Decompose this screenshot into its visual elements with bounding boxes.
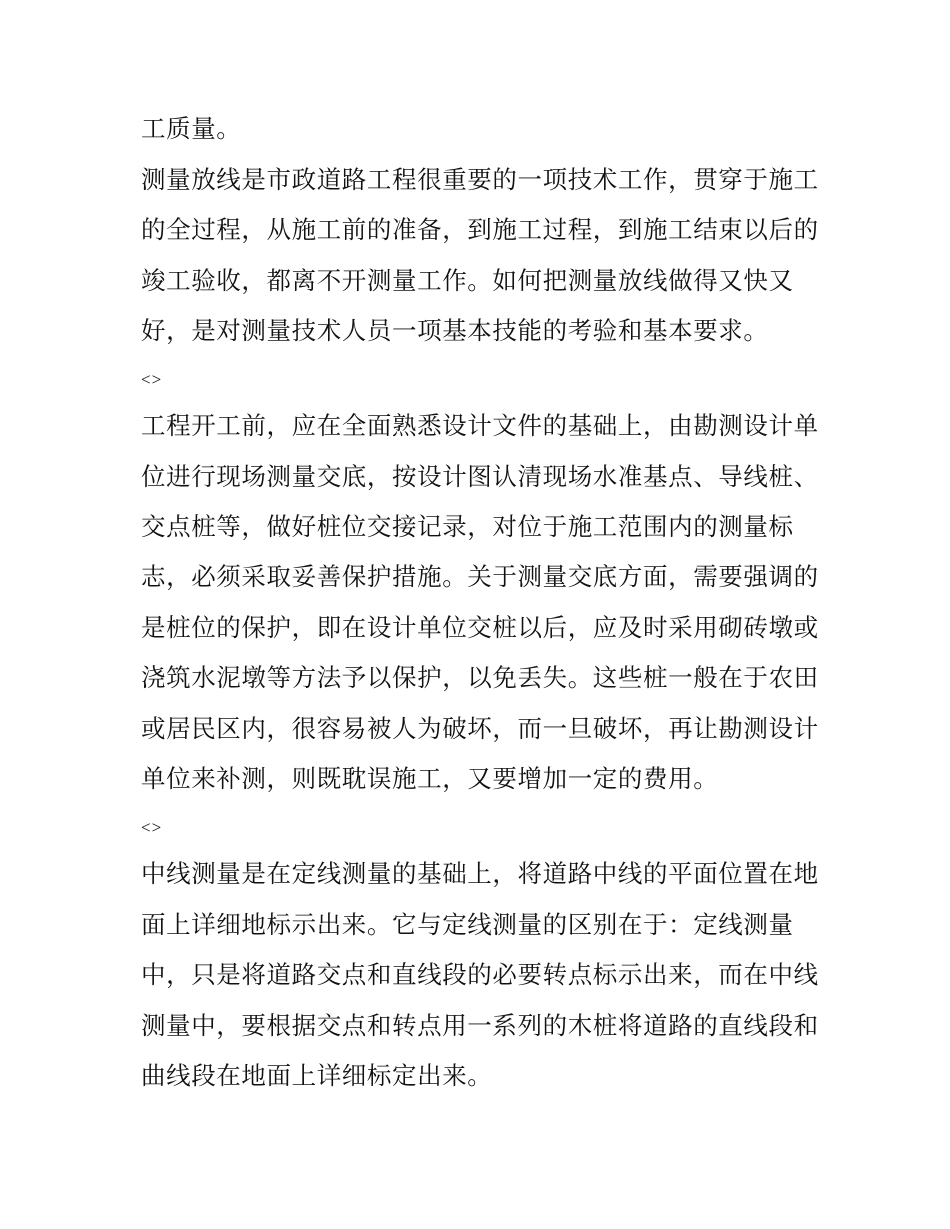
text-line: 曲线段在地面上详细标定出来。: [141, 1061, 493, 1090]
text-line: 竣工验收，都离不开测量工作。如何把测量放线做得又快又: [141, 266, 794, 295]
text-line: 好，是对测量技术人员一项基本技能的考验和基本要求。: [141, 316, 769, 345]
text-line: 面上详细地标示出来。它与定线测量的区别在于：定线测量: [141, 910, 794, 939]
text-line: 志，必须采取妥善保护措施。关于测量交底方面，需要强调的: [141, 562, 819, 591]
text-line: 中线测量是在定线测量的基础上，将道路中线的平面位置在地: [141, 859, 819, 888]
text-line: 位进行现场测量交底，按设计图认清现场水准基点、导线桩、: [141, 462, 819, 491]
text-line: 交点桩等，做好桩位交接记录，对位于施工范围内的测量标: [141, 512, 794, 541]
text-line: 测量中，要根据交点和转点用一系列的木桩将道路的直线段和: [141, 1011, 819, 1040]
text-line: 单位来补测，则既耽误施工，又要增加一定的费用。: [141, 764, 719, 793]
text-line: 工质量。: [141, 114, 242, 143]
text-line: 测量放线是市政道路工程很重要的一项技术工作，贯穿于施工: [141, 165, 819, 194]
text-line: 是桩位的保护，即在设计单位交桩以后，应及时采用砌砖墩或: [141, 613, 819, 642]
section-marker: <>: [141, 370, 163, 389]
text-line: 中，只是将道路交点和直线段的必要转点标示出来，而在中线: [141, 960, 819, 989]
text-line: 工程开工前，应在全面熟悉设计文件的基础上，由勘测设计单: [141, 411, 819, 440]
section-marker: <>: [141, 818, 163, 837]
text-line: 浇筑水泥墩等方法予以保护，以免丢失。这些桩一般在于农田: [141, 663, 819, 692]
text-line: 的全过程，从施工前的准备，到施工过程，到施工结束以后的: [141, 215, 819, 244]
text-line: 或居民区内，很容易被人为破坏，而一旦破坏，再让勘测设计: [141, 714, 819, 743]
